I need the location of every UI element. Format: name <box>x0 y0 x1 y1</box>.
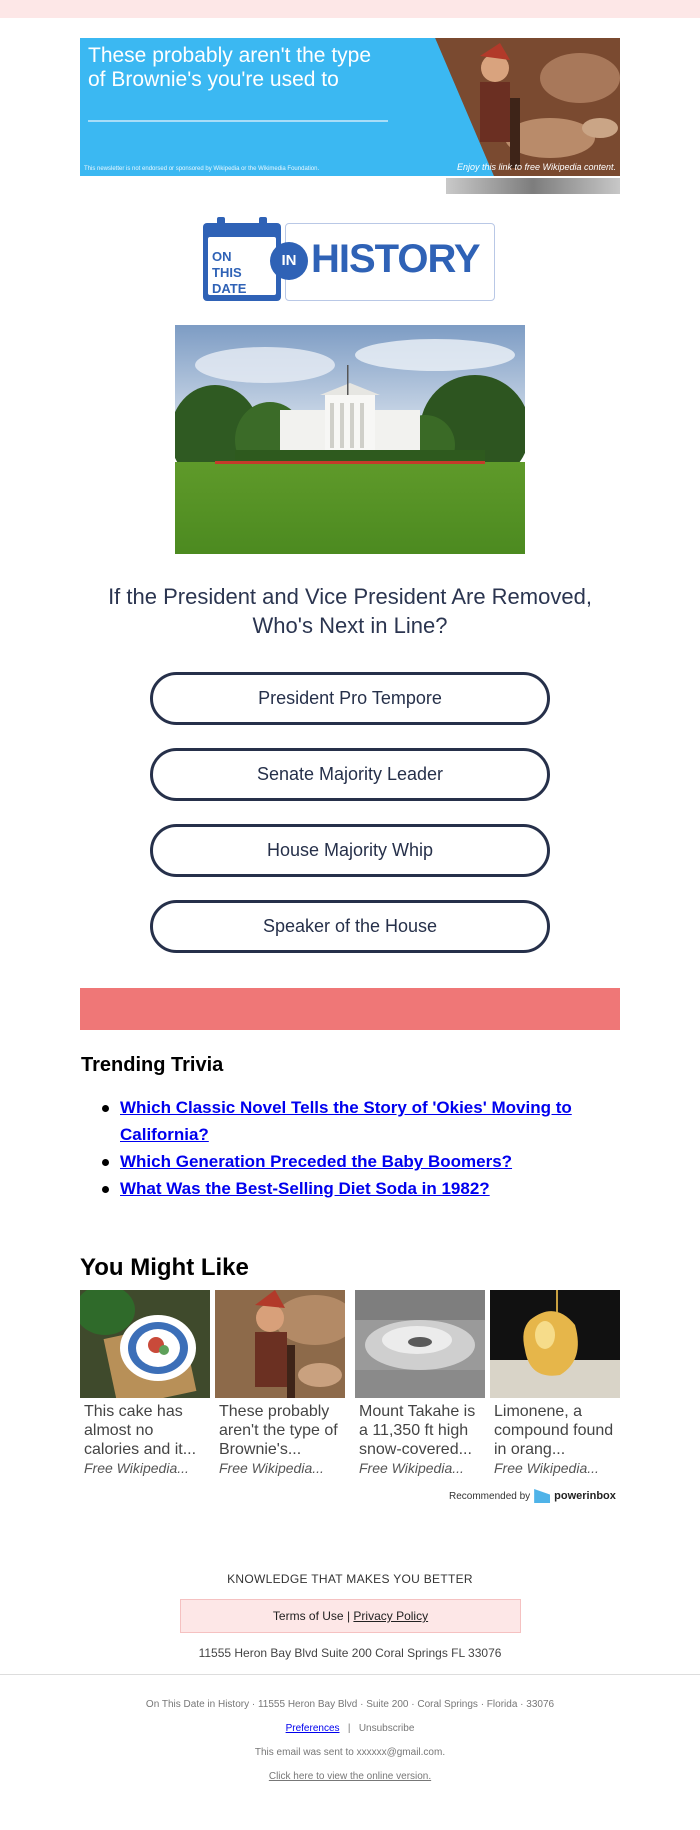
answer-button-4[interactable]: Speaker of the House <box>150 900 550 953</box>
ad-strip-image <box>446 178 620 194</box>
sent-to-notice: This email was sent to xxxxxx@gmail.com. <box>254 1747 446 1758</box>
terms-separator: | <box>346 1609 351 1623</box>
recommendation-card-2[interactable] <box>215 1290 345 1477</box>
recommended-by-label: Recommended by <box>449 1490 531 1502</box>
trending-link-2[interactable]: Which Generation Preceded the Baby Boomers? <box>120 1152 513 1171</box>
unsubscribe-link[interactable]: Unsubscribe <box>358 1723 415 1734</box>
ad-caption[interactable]: Enjoy this link to free Wikipedia content. <box>457 162 616 172</box>
card-thumbnail[interactable] <box>490 1290 620 1398</box>
card-source: Free Wikipedia... <box>359 1460 464 1476</box>
view-online-link[interactable]: Click here to view the online version. <box>268 1771 432 1782</box>
recommendation-card-1[interactable] <box>80 1290 210 1477</box>
terms-of-use-link[interactable]: Terms of Use <box>272 1609 344 1623</box>
list-item <box>102 1094 622 1148</box>
card-source: Free Wikipedia... <box>219 1460 324 1476</box>
card-source: Free Wikipedia... <box>494 1460 599 1476</box>
recommendation-card-4[interactable] <box>490 1290 620 1477</box>
logo-history-text: HISTORY <box>311 237 480 281</box>
list-item <box>102 1148 622 1175</box>
footer-address: 11555 Heron Bay Blvd Suite 200 Coral Springs FL 33076 <box>198 1646 502 1660</box>
card-source: Free Wikipedia... <box>84 1460 189 1476</box>
company-line: On This Date in History · 11555 Heron Bay Blvd · Suite 200 · Coral Springs · Florida · 33076 <box>145 1699 555 1710</box>
ad-banner[interactable] <box>80 38 620 176</box>
preferences-separator: | <box>347 1723 351 1734</box>
card-title[interactable]: This cake has almost no calories and it... <box>84 1403 197 1458</box>
preferences-row <box>0 1723 700 1734</box>
card-title[interactable]: Mount Takahe is a 11,350 ft high snow-covered... <box>359 1403 476 1458</box>
privacy-policy-link[interactable]: Privacy Policy <box>353 1609 429 1623</box>
recommendation-card-3[interactable] <box>355 1290 485 1477</box>
logo-this: THIS <box>212 265 242 280</box>
coral-divider-banner <box>80 988 620 1030</box>
ad-artwork-image[interactable] <box>410 38 620 176</box>
card-thumbnail[interactable] <box>80 1290 210 1398</box>
trending-link-3[interactable]: What Was the Best-Selling Diet Soda in 1982? <box>120 1179 490 1198</box>
logo-date: DATE <box>212 281 247 296</box>
card-thumbnail[interactable] <box>355 1290 485 1398</box>
ad-title[interactable]: These probably aren't the type of Brownie's you're used to <box>88 44 372 91</box>
powerinbox-icon <box>534 1489 550 1503</box>
answer-button-1[interactable]: President Pro Tempore <box>150 672 550 725</box>
card-title[interactable]: Limonene, a compound found in orang... <box>494 1403 614 1458</box>
trending-trivia-list <box>102 1094 622 1202</box>
card-thumbnail[interactable] <box>215 1290 345 1398</box>
answer-button-3[interactable]: House Majority Whip <box>150 824 550 877</box>
terms-privacy-box <box>180 1599 521 1633</box>
trending-trivia-heading: Trending Trivia <box>81 1054 224 1076</box>
trivia-question: If the President and Vice President Are Removed, Who's Next in Line? <box>108 584 592 638</box>
footer-tagline: KNOWLEDGE THAT MAKES YOU BETTER <box>227 1572 473 1586</box>
logo-in-badge: IN <box>270 242 308 280</box>
powerinbox-logo-text[interactable]: powerinbox <box>554 1490 616 1502</box>
white-house-photo <box>175 325 525 554</box>
you-might-like-heading: You Might Like <box>80 1254 249 1281</box>
preferences-link[interactable]: Preferences <box>285 1723 340 1734</box>
trending-link-1[interactable]: Which Classic Novel Tells the Story of 'Okies' Moving to California? <box>120 1098 572 1144</box>
top-accent-bar <box>0 0 700 18</box>
answer-button-2[interactable]: Senate Majority Leader <box>150 748 550 801</box>
online-version-row <box>0 1771 700 1782</box>
on-this-date-in-history-logo <box>203 215 495 301</box>
logo-on: ON <box>212 249 232 264</box>
ad-divider <box>88 120 388 122</box>
card-title[interactable]: These probably aren't the type of Brownie's... <box>219 1403 338 1458</box>
footer-divider <box>0 1674 700 1675</box>
ad-disclaimer: This newsletter is not endorsed or sponsored by Wikipedia or the Wikimedia Foundation. <box>84 166 320 172</box>
list-item <box>102 1175 622 1202</box>
recommended-by[interactable] <box>449 1489 616 1503</box>
